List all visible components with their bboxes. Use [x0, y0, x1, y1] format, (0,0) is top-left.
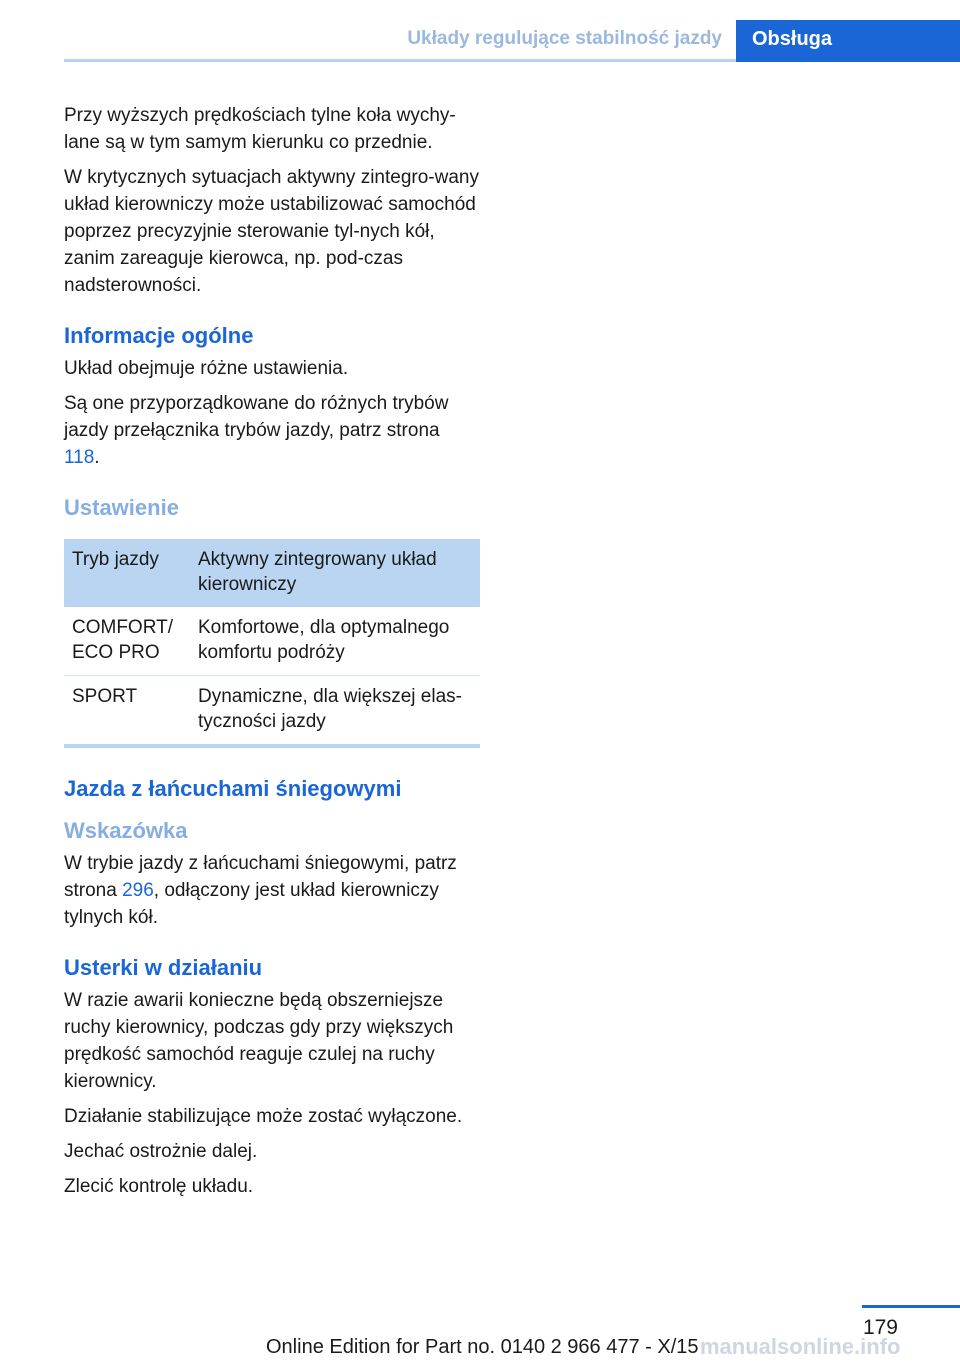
paragraph: Zlecić kontrolę układu. [64, 1176, 254, 1197]
table-cell: Komfortowe, dla optymalnego komfortu podróży [190, 607, 480, 676]
table-cell: COMFORT/ ECO PRO [64, 607, 190, 676]
heading-setting: Ustawienie [64, 495, 179, 520]
heading-malfunction: Usterki w działaniu [64, 955, 263, 980]
chapter-title: Układy regulujące stabilność jazdy [407, 28, 722, 49]
paragraph-text: Są one przyporządkowane do różnych trybów jazdy przełącznika trybów jazdy, patrz strona [64, 393, 449, 441]
paragraph-with-link [64, 390, 480, 471]
table-cell: SPORT [64, 676, 190, 747]
table-cell: Dynamiczne, dla większej elas-tyczności jazdy [190, 676, 480, 747]
heading-general-info: Informacje ogólne [64, 323, 254, 348]
paragraph-with-link [64, 850, 480, 931]
table-row [64, 676, 480, 747]
main-column [64, 102, 480, 1208]
table-header-cell: Tryb jazdy [64, 539, 190, 607]
paragraph: Przy wyższych prędkościach tylne koła wychy-lane są w tym samym kierunku co przednie. [64, 105, 456, 153]
settings-table [64, 539, 480, 748]
paragraph: W razie awarii konieczne będą obszerniejsze ruchy kierownicy, podczas gdy przy większych prędkość samochód reaguje czulej na ruchy kierownicy. [64, 990, 454, 1092]
heading-note: Wskazówka [64, 818, 188, 843]
heading-snow-chains: Jazda z łańcuchami śniegowymi [64, 776, 402, 801]
page-number-rule [862, 1305, 960, 1308]
footer-edition: Online Edition for Part no. 0140 2 966 477 - X/15 [266, 1336, 699, 1358]
page-link-296[interactable]: 296 [122, 880, 154, 901]
paragraph: Działanie stabilizujące może zostać wyłączone. [64, 1106, 463, 1127]
paragraph-text: . [94, 447, 100, 468]
section-tab[interactable]: Obsługa [736, 20, 960, 62]
table-header-row [64, 539, 480, 607]
table-header-cell: Aktywny zintegrowany układ kierowniczy [190, 539, 480, 607]
paragraph: Jechać ostrożnie dalej. [64, 1141, 258, 1162]
paragraph-text: W trybie jazdy z łańcuchami śniegowymi, patrz strona [64, 853, 457, 901]
paragraph: Układ obejmuje różne ustawienia. [64, 358, 349, 379]
page-link-118[interactable]: 118 [64, 447, 95, 468]
header-rule [64, 59, 736, 62]
page-number: 179 [862, 1316, 898, 1339]
paragraph: W krytycznych sytuacjach aktywny zintegro-wany układ kierowniczy może ustabilizować samochód poprzez precyzyjnie sterowanie tyl-nych kół, zanim zareaguje kierowca, np. pod-czas nadsterowności. [64, 167, 479, 296]
table-row [64, 607, 480, 676]
paragraph-text: , odłączony jest układ kierowniczy tylnych kół. [64, 880, 439, 928]
watermark: manualsonline.info [700, 1334, 901, 1359]
